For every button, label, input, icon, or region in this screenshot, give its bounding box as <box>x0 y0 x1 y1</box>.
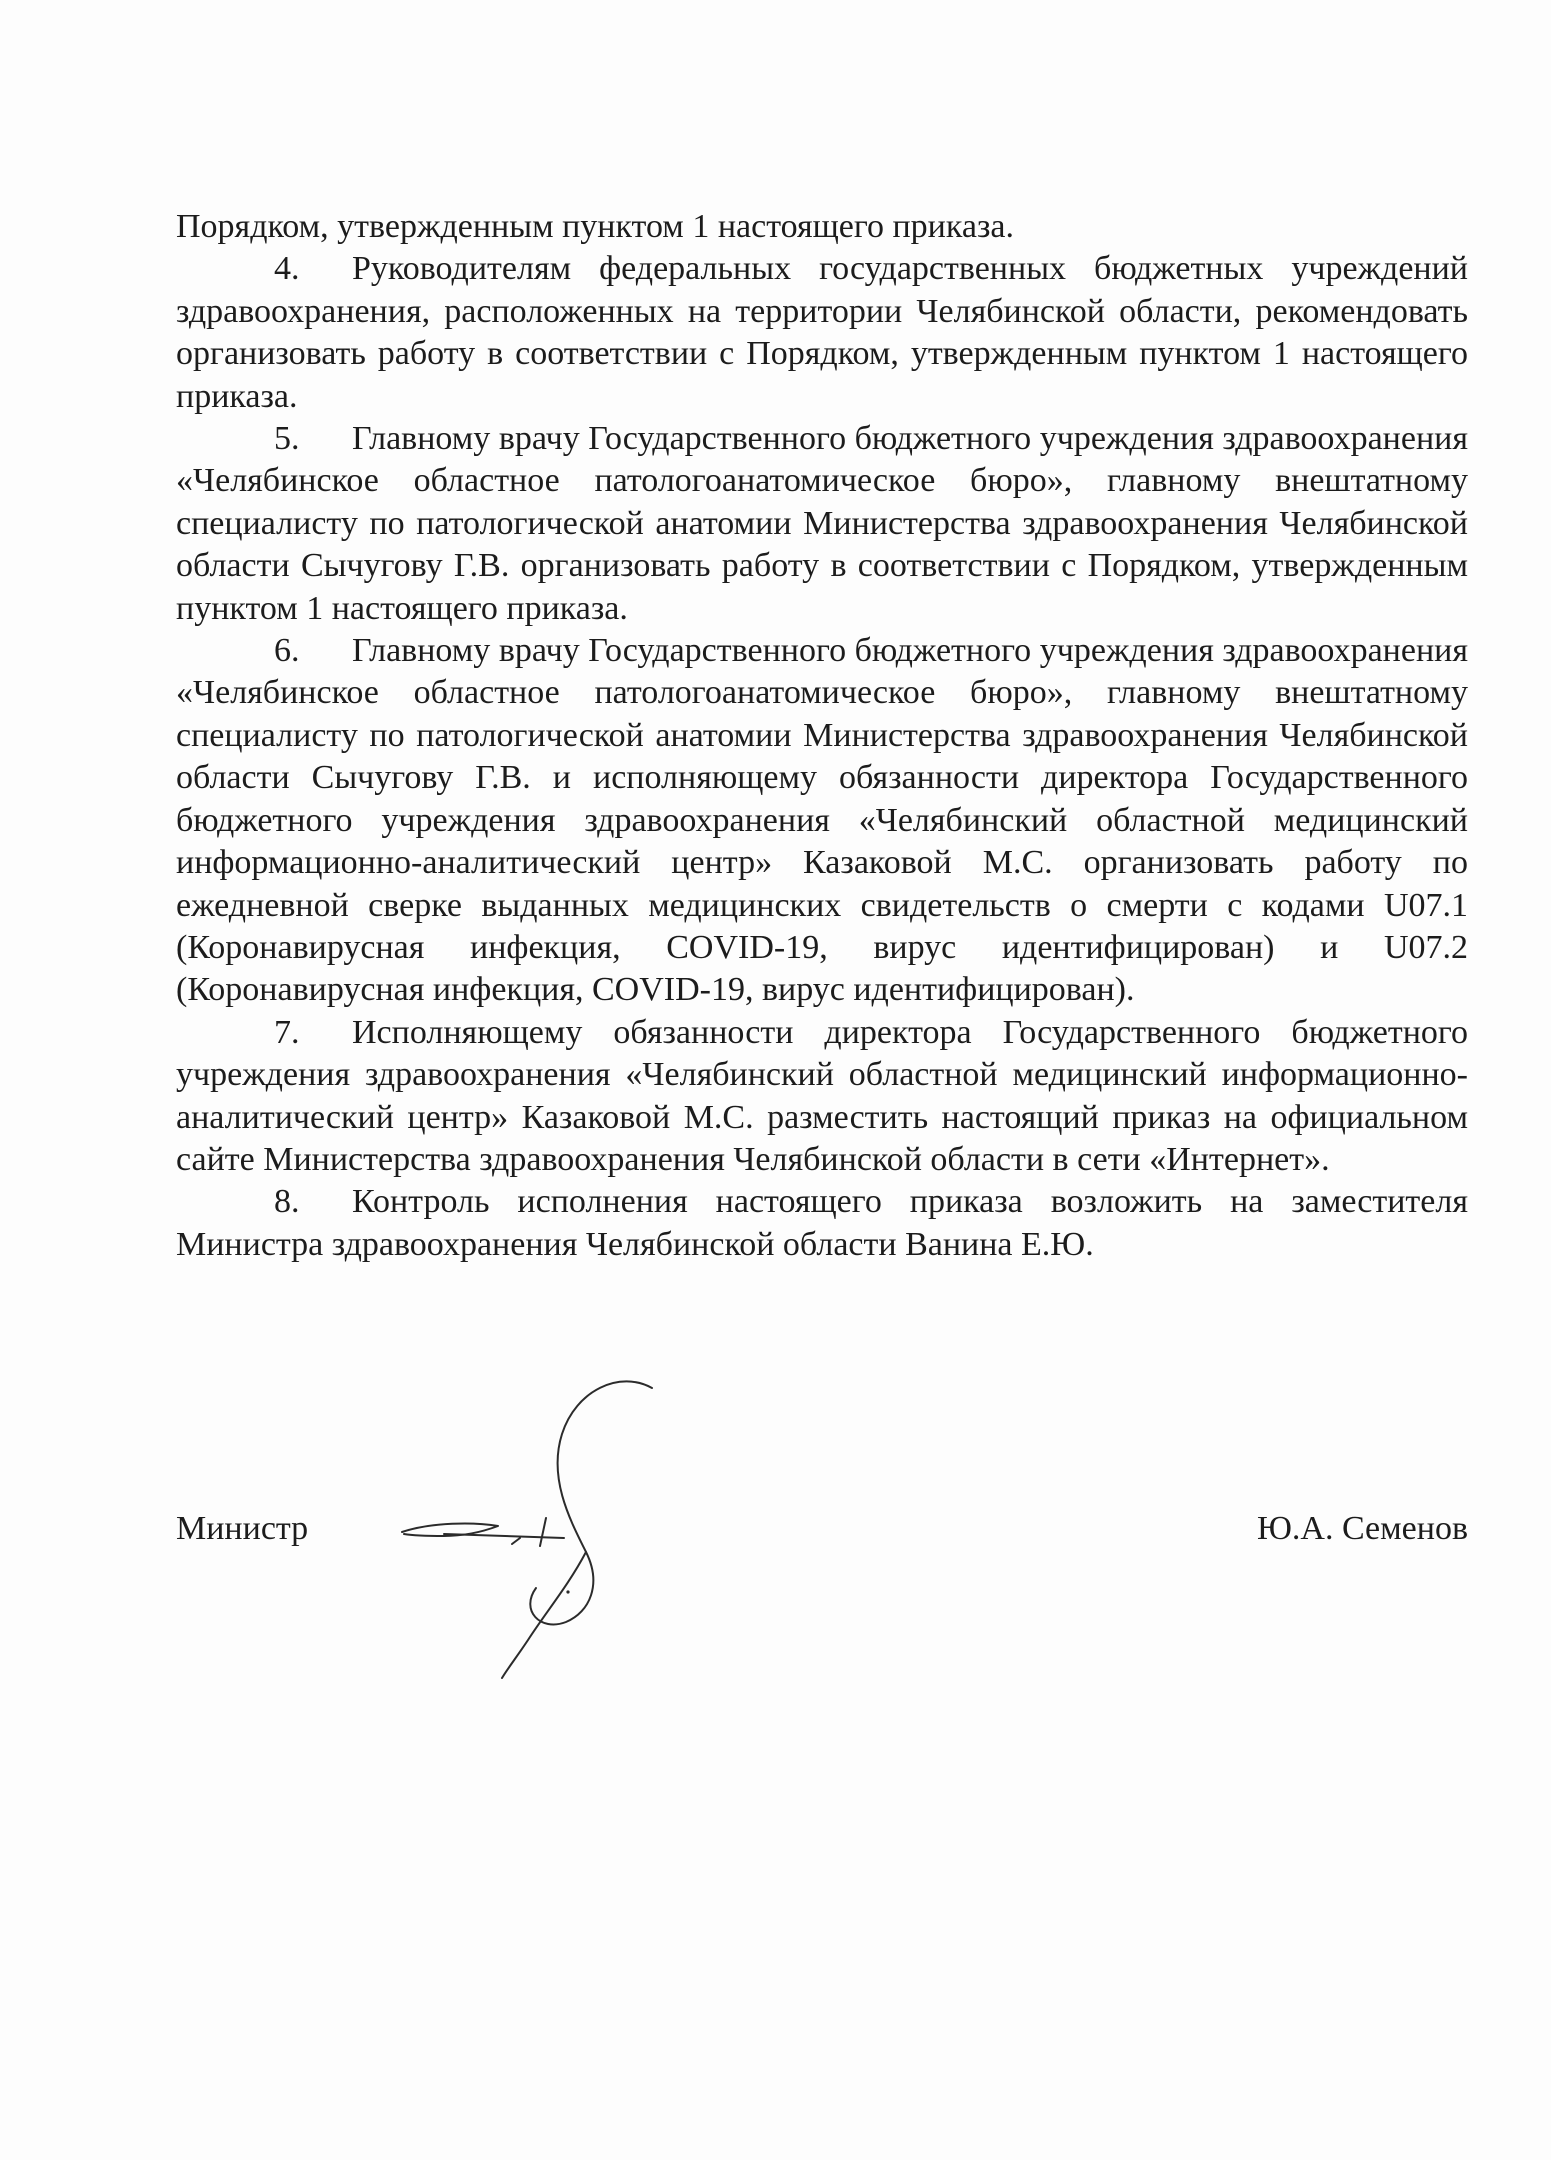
list-item-5 <box>176 418 1468 630</box>
item-number: 6. <box>274 632 300 670</box>
item-number: 5. <box>274 420 300 458</box>
signatory-title: Министр <box>176 1510 309 1547</box>
list-item-4 <box>176 248 1468 418</box>
item-text: Главному врачу Государственного бюджетного учреждения здравоохранения «Челябинское областное патологоанатомическое бюро», главному внештатному специалисту по патологической анатомии Министерства здравоохранения Челябинской области Сычугову Г.В. организовать работу в соответствии с Порядком, утвержденным пунктом 1 настоящего приказа. <box>176 420 1468 627</box>
item-text: Контроль исполнения настоящего приказа возложить на заместителя Министра здравоохранения Челябинской области Ванина Е.Ю. <box>176 1183 1468 1263</box>
list-item-6 <box>176 630 1468 1012</box>
item-number: 7. <box>274 1013 300 1051</box>
handwritten-signature <box>370 1350 700 1680</box>
document-body <box>176 206 1468 1266</box>
item-number: 4. <box>274 250 300 288</box>
lead-paragraph: Порядком, утвержденным пунктом 1 настоящего приказа. <box>176 208 1014 245</box>
item-text: Главному врачу Государственного бюджетного учреждения здравоохранения «Челябинское областное патологоанатомическое бюро», главному внештатному специалисту по патологической анатомии Министерства здравоохранения Челябинской области Сычугову Г.В. и исполняющему обязанности директора Государственного бюджетного учреждения здравоохранения «Челябинский областной медицинский информационно-аналитический центр» Казаковой М.С. организовать работу по ежедневной сверке выданных медицинских свидетельств о смерти с кодами U07.1 (Коронавирусная инфекция, COVID-19, вирус идентифицирован) и U07.2 (Коронавирусная инфекция, COVID-19, вирус идентифицирован). <box>176 632 1468 1009</box>
list-item-7 <box>176 1012 1468 1182</box>
signatory-name: Ю.А. Семенов <box>1256 1510 1468 1547</box>
item-text: Исполняющему обязанности директора Государственного бюджетного учреждения здравоохранения «Челябинский областной медицинский информационно-аналитический центр» Казаковой М.С. разместить настоящий приказ на официальном сайте Министерства здравоохранения Челябинской области в сети «Интернет». <box>176 1013 1468 1178</box>
list-item-8 <box>176 1181 1468 1266</box>
item-number: 8. <box>274 1183 300 1221</box>
item-text: Руководителям федеральных государственных бюджетных учреждений здравоохранения, расположенных на территории Челябинской области, рекомендовать организовать работу в соответствии с Порядком, утвержденным пунктом 1 настоящего приказа. <box>176 250 1468 415</box>
